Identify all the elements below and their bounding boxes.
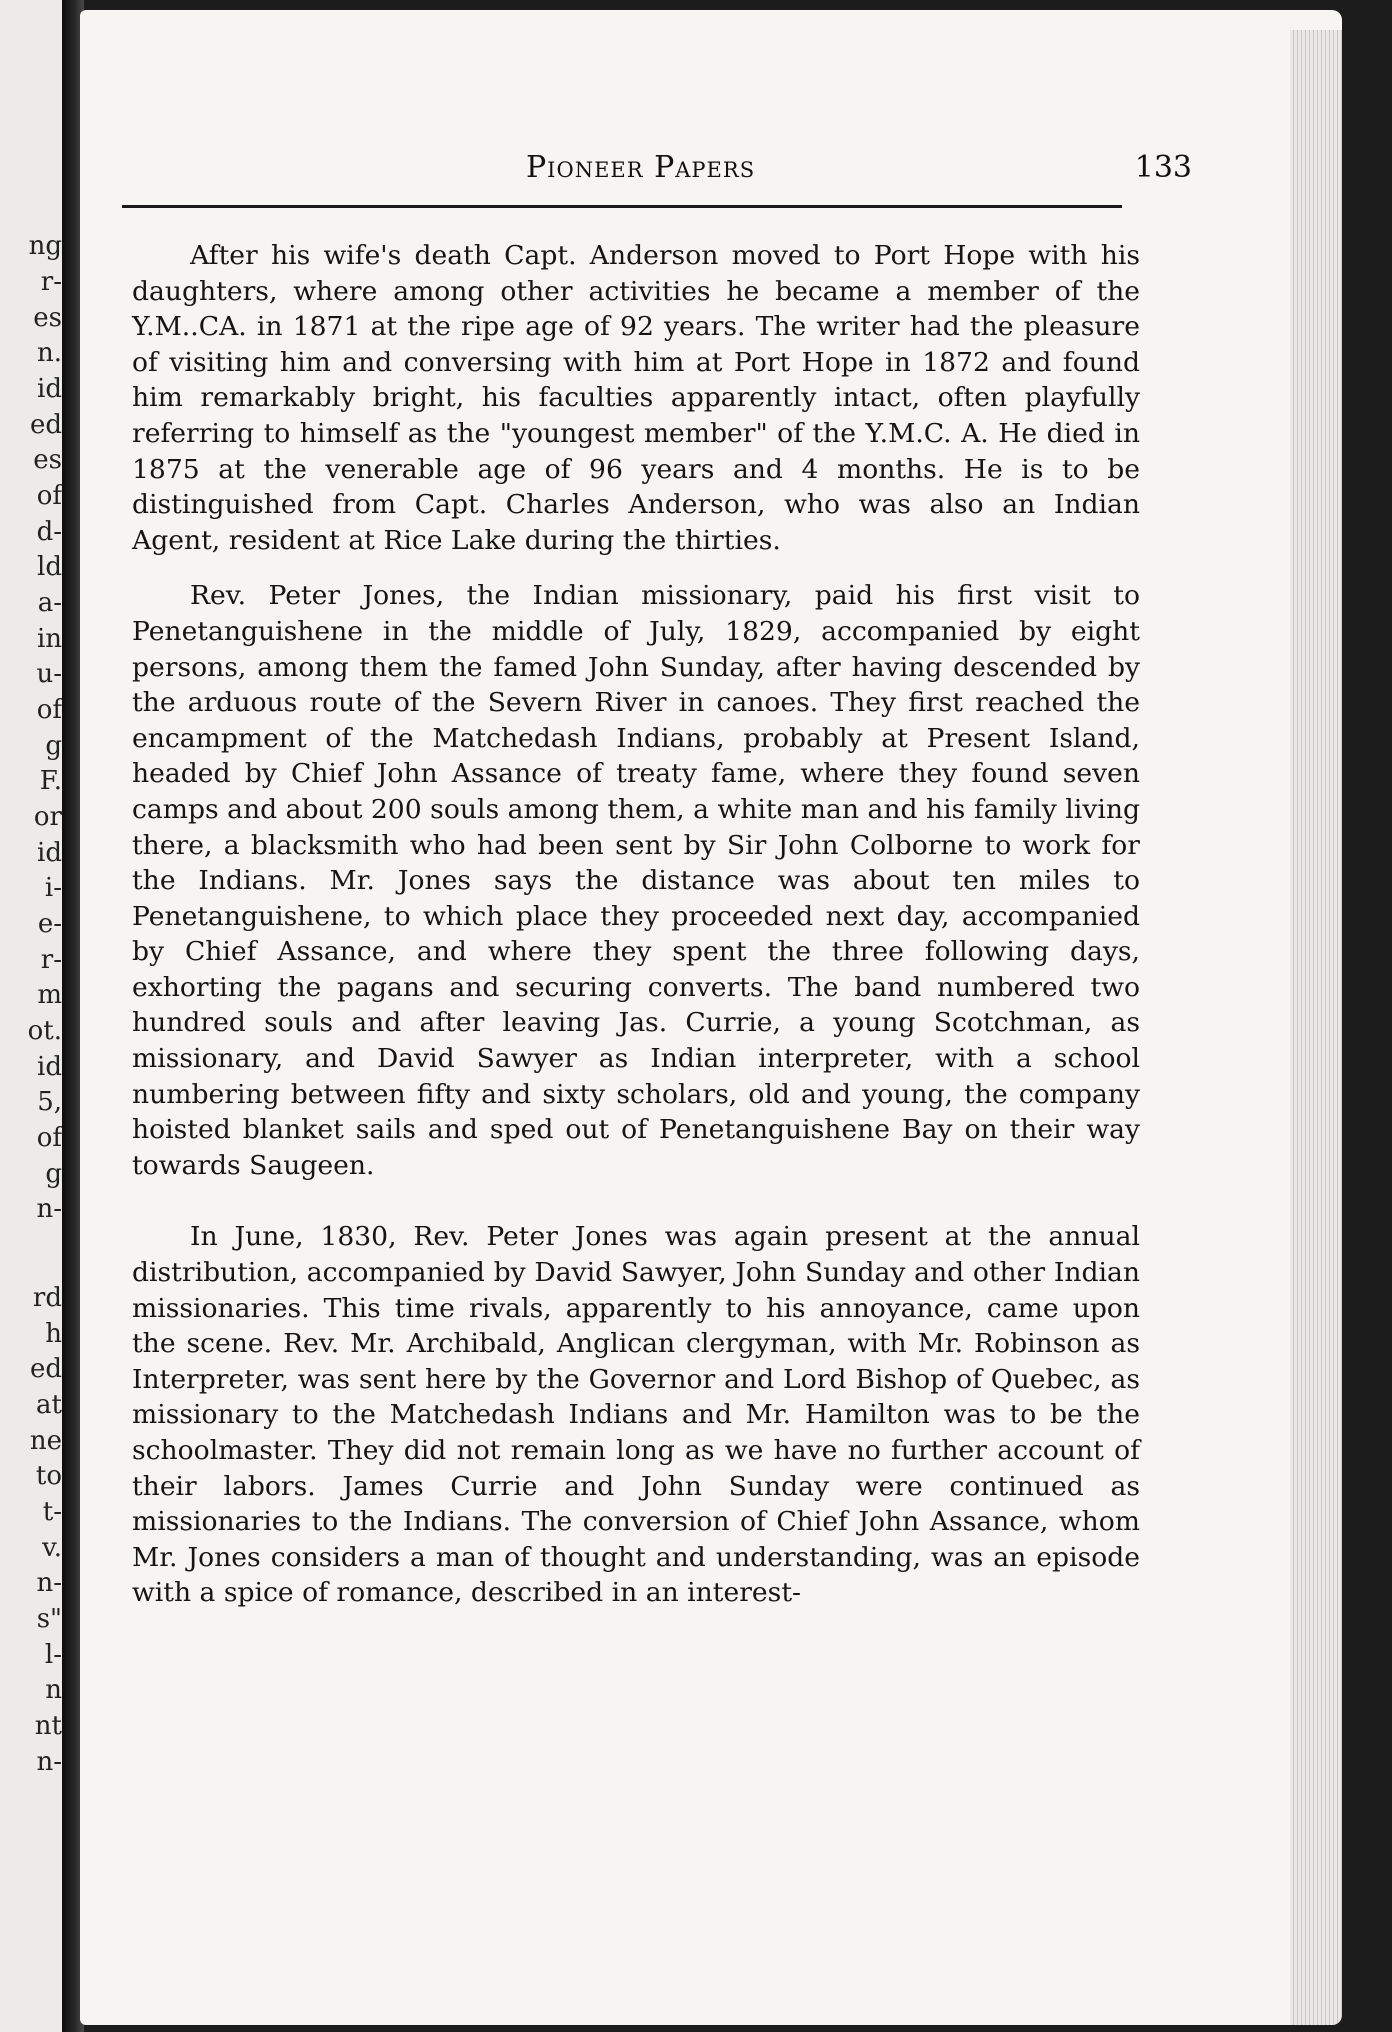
page-number: 133 — [1134, 150, 1192, 185]
left-fragment: s" — [36, 1604, 62, 1634]
left-fragment: t- — [42, 1497, 62, 1527]
left-fragment: F. — [39, 766, 62, 796]
left-fragment: e- — [37, 909, 62, 939]
left-fragment: n — [45, 1675, 62, 1705]
left-fragment: u- — [36, 659, 62, 689]
paragraph: Rev. Peter Jones, the Indian missionary, paid his first visit to Penetanguishene in the middle of July, 1829, accompanied by eight persons, among them the famed John Sunday, after having descended by the arduous route of the Severn River in canoes. They first reached the encampment of the Matchedash Indians, probably at Present Island, headed by Chief John Assance of treaty fame, where they found seven camps and about 200 souls among them, a white man and his family living there, a blacksmith who had been sent by Sir John Colborne to work for the Indians. Mr. Jones says the distance was about ten miles to Penetanguishene, to which place they proceeded next day, accompanied by Chief Assance, and where they spent the three following days, exhorting the pagans and securing converts. The band numbered two hundred souls and after leaving Jas. Currie, a young Scotchman, as missionary, and David Sawyer as Indian interpreter, with a school numbering between fifty and sixty scholars, old and young, the company hoisted blanket sails and sped out of Penetanguishene Bay on their way towards Saugeen. — [132, 580, 1140, 1181]
book-page — [80, 10, 1342, 2025]
left-fragment: ed — [29, 410, 62, 440]
left-fragment: g — [45, 1159, 62, 1189]
left-fragment: ld — [37, 552, 62, 582]
paragraph: After his wife's death Capt. Anderson moved to Port Hope with his daughters, where among other activities he became a member of the Y.M..CA. in 1871 at the ripe age of 92 years. The writer had the pleasure of visiting him and conversing with him at Port Hope in 1872 and found him remarkably bright, his faculties apparently intact, often playfully referring to himself as the "youngest member" of the Y.M.C. A. He died in 1875 at the venerable age of 96 years and 4 months. He is to be distinguished from Capt. Charles Anderson, who was also an Indian Agent, resident at Rice Lake during the thirties. — [132, 240, 1140, 556]
left-fragment: rd — [32, 1283, 62, 1313]
left-fragment: of — [36, 481, 62, 511]
left-fragment: d- — [36, 517, 62, 547]
left-fragment: es — [33, 303, 62, 333]
left-fragment: a- — [37, 588, 62, 618]
left-fragment: id — [37, 1052, 62, 1082]
left-page-fragment — [0, 0, 62, 2032]
running-head: Pioneer Papers — [526, 150, 756, 185]
left-fragment: nt — [34, 1711, 62, 1741]
body-text — [132, 238, 1140, 1631]
left-fragment: ot. — [27, 1016, 62, 1046]
page-edges — [1290, 30, 1342, 2025]
left-fragment: es — [33, 445, 62, 475]
left-fragment: r- — [40, 945, 62, 975]
left-fragment: in — [36, 624, 62, 654]
left-fragment: r- — [40, 267, 62, 297]
left-fragment: n- — [36, 1568, 62, 1598]
left-fragment: or — [33, 802, 62, 832]
left-fragment: i- — [44, 873, 62, 903]
left-fragment: l- — [44, 1640, 62, 1670]
left-fragment: 5, — [37, 1087, 62, 1117]
left-fragment: ne — [29, 1426, 62, 1456]
left-fragment: ng — [28, 231, 62, 261]
paragraph: In June, 1830, Rev. Peter Jones was again present at the annual distribution, accompanied by David Sawyer, John Sunday and other Indian missionaries. This time rivals, apparently to his annoyance, came upon the scene. Rev. Mr. Archibald, Anglican clergyman, with Mr. Robinson as Interpreter, was sent here by the Governor and Lord Bishop of Quebec, as missionary to the Matchedash Indians and Mr. Hamilton was to be the schoolmaster. They did not remain long as we have no further account of their labors. James Currie and John Sunday were continued as missionaries to the Indians. The conversion of Chief John Assance, whom Mr. Jones considers a man of thought and understanding, was an episode with a spice of romance, described in an interest- — [132, 1221, 1140, 1609]
left-fragment: id — [37, 374, 62, 404]
left-fragment: n- — [36, 1194, 62, 1224]
left-fragment: id — [37, 838, 62, 868]
header-rule — [122, 205, 1122, 208]
left-fragment: of — [36, 1123, 62, 1153]
left-fragment: to — [35, 1461, 62, 1491]
left-fragment: g — [45, 731, 62, 761]
left-fragment: n- — [36, 1747, 62, 1777]
left-fragment: v. — [42, 1533, 62, 1563]
left-fragment: of — [36, 695, 62, 725]
left-fragment: m — [37, 980, 62, 1010]
left-fragment: h — [45, 1319, 62, 1349]
left-fragment: at — [36, 1390, 62, 1420]
page-header — [126, 150, 1206, 190]
left-fragment: n. — [36, 338, 62, 368]
left-fragment: ed — [29, 1354, 62, 1384]
